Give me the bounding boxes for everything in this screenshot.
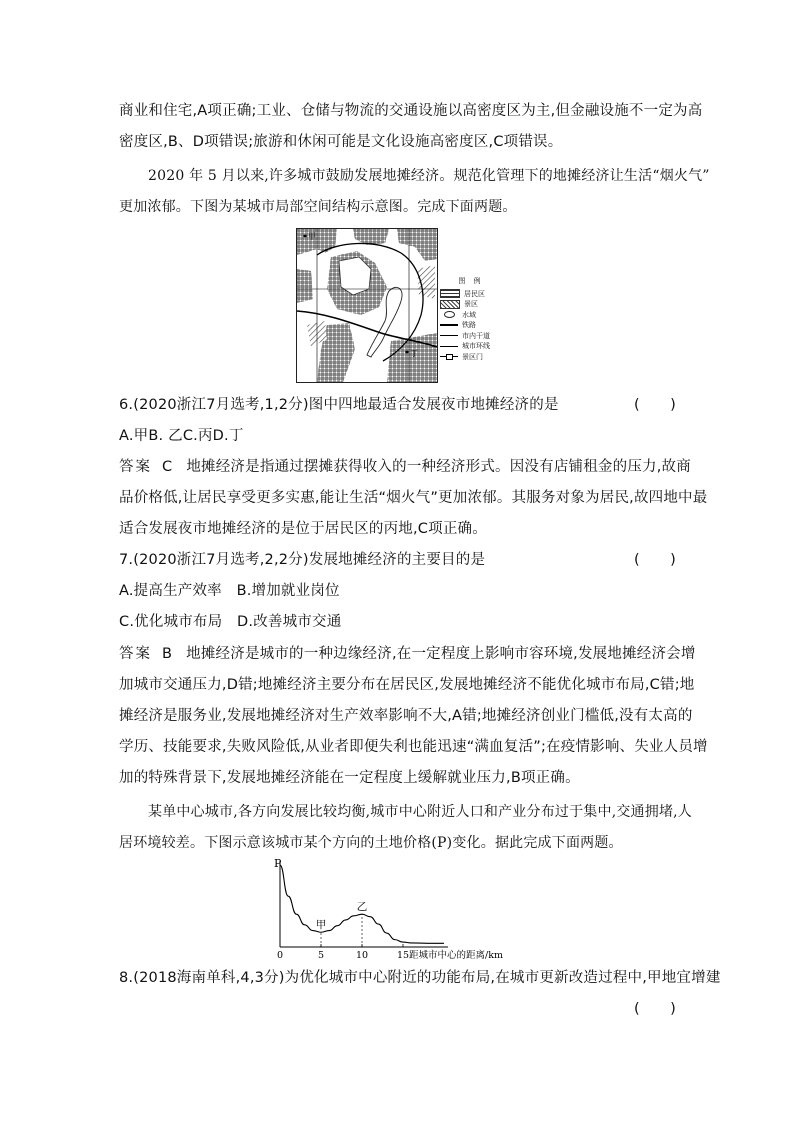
question-7-options: C.优化城市布局 D.改善城市交通	[119, 614, 342, 630]
explanation-text: 适合发展夜市地摊经济的是位于居民区的丙地,C项正确。	[119, 521, 487, 537]
residential-area	[297, 269, 313, 303]
railway-swatch	[440, 324, 458, 326]
question-8-stem: 8.(2018海南单科,4,3分)为优化城市中心附近的功能布局,在城市更新改造过程中,甲地宜增建	[119, 970, 721, 986]
question-intro: 某单中心城市,各方向发展比较均衡,城市中心附近人口和产业分布过于集中,交通拥堵,人	[148, 804, 692, 820]
place-label-jia: 甲	[308, 232, 316, 241]
explanation-text: 品价格低,让居民享受更多实惠,能让生活“烟火气”更加浓郁。其服务对象为居民,故四地中最	[119, 490, 708, 506]
ring-road-swatch	[440, 346, 458, 347]
explanation-text: 地摊经济是城市的一种边缘经济,在一定程度上影响市容环境,发展地摊经济会增	[186, 646, 696, 662]
answer-blank: ( )	[634, 552, 677, 568]
map-legend	[440, 276, 502, 362]
legend-item	[440, 320, 502, 331]
residential-swatch	[440, 289, 460, 298]
answer-label: 答案	[119, 646, 152, 662]
explanation-text: 摊经济是服务业,发展地摊经济对生产效率影响不大,A错;地摊经济创业门槛低,没有太高的	[119, 708, 693, 724]
text-line: 密度区,B、D项错误;旅游和休闲可能是文化设施高密度区,C项错误。	[119, 134, 563, 150]
question-7-options: A.提高生产效率 B.增加就业岗位	[119, 583, 340, 599]
legend-item	[440, 331, 502, 342]
legend-label: 铁路	[462, 321, 476, 329]
answer-line	[119, 457, 691, 477]
x-axis-label: 距城市中心的距离/km	[409, 950, 503, 960]
y-axis-label: P	[274, 857, 282, 870]
legend-label: 居民区	[464, 289, 485, 298]
legend-item	[440, 341, 502, 352]
text-line: 商业和住宅,A项正确;工业、仓储与物流的交通设施以高密度区为主,但金融设施不一定为高	[119, 103, 703, 119]
city-structure-map	[296, 228, 438, 383]
legend-label: 景区	[464, 300, 478, 308]
legend-item	[440, 352, 502, 363]
land-price-chart	[270, 855, 530, 960]
residential-area	[397, 229, 437, 261]
question-intro: 居环境较差。下图示意该城市某个方向的土地价格(P)变化。据此完成下面两题。	[119, 835, 623, 851]
answer-label: 答案	[119, 459, 152, 475]
question-6-options: A.甲B. 乙C.丙D.丁	[119, 428, 244, 444]
answer-line	[119, 644, 696, 664]
annotation-label: 乙	[356, 901, 368, 914]
main-road-swatch	[440, 335, 458, 336]
answer-blank: ( )	[634, 397, 677, 413]
answer-letter: C	[162, 459, 173, 475]
legend-label: 市内干道	[462, 331, 490, 340]
annotation-label: 甲	[315, 919, 327, 932]
legend-label: 城市环线	[462, 342, 490, 350]
legend-item	[440, 289, 502, 300]
scenic-gate-swatch	[440, 356, 458, 357]
water-swatch	[440, 311, 458, 318]
question-intro: 更加浓郁。下图为某城市局部空间结构示意图。完成下面两题。	[119, 199, 517, 215]
question-intro: 2020 年 5 月以来,许多城市鼓励发展地摊经济。规范化管理下的地摊经济让生活“烟火气”	[148, 168, 710, 184]
legend-label: 水域	[462, 310, 476, 319]
scenic-area	[417, 265, 435, 299]
question-6-stem: 6.(2020浙江7月选考,1,2分)图中四地最适合发展夜市地摊经济的是	[119, 397, 559, 413]
explanation-text: 加的特殊背景下,发展地摊经济能在一定程度上缓解就业压力,B项正确。	[119, 770, 580, 786]
x-tick-label: 15	[396, 950, 410, 960]
explanation-text: 地摊经济是指通过摆摊获得收入的一种经济形式。因没有店铺租金的压力,故商	[186, 459, 691, 475]
x-tick-label: 0	[276, 950, 284, 960]
residential-area	[353, 229, 389, 245]
x-tick-label: 10	[355, 950, 369, 960]
answer-letter: B	[162, 646, 173, 662]
place-label-ding: 丁	[410, 349, 418, 358]
scenic-swatch	[440, 300, 460, 309]
x-tick-label: 5	[317, 950, 325, 960]
explanation-text: 加城市交通压力,D错;地摊经济主要分布在居民区,发展地摊经济不能优化城市布局,C错;地	[119, 677, 695, 693]
legend-title: 图 例	[458, 277, 484, 285]
legend-label: 景区门	[462, 352, 483, 361]
answer-blank: ( )	[634, 1001, 677, 1017]
legend-item	[440, 299, 502, 310]
question-7-stem: 7.(2020浙江7月选考,2,2分)发展地摊经济的主要目的是	[119, 552, 486, 568]
legend-item	[440, 310, 502, 321]
explanation-text: 学历、技能要求,失败风险低,从业者即便失利也能迅速“满血复活”;在疫情影响、失业人员增	[119, 739, 708, 755]
